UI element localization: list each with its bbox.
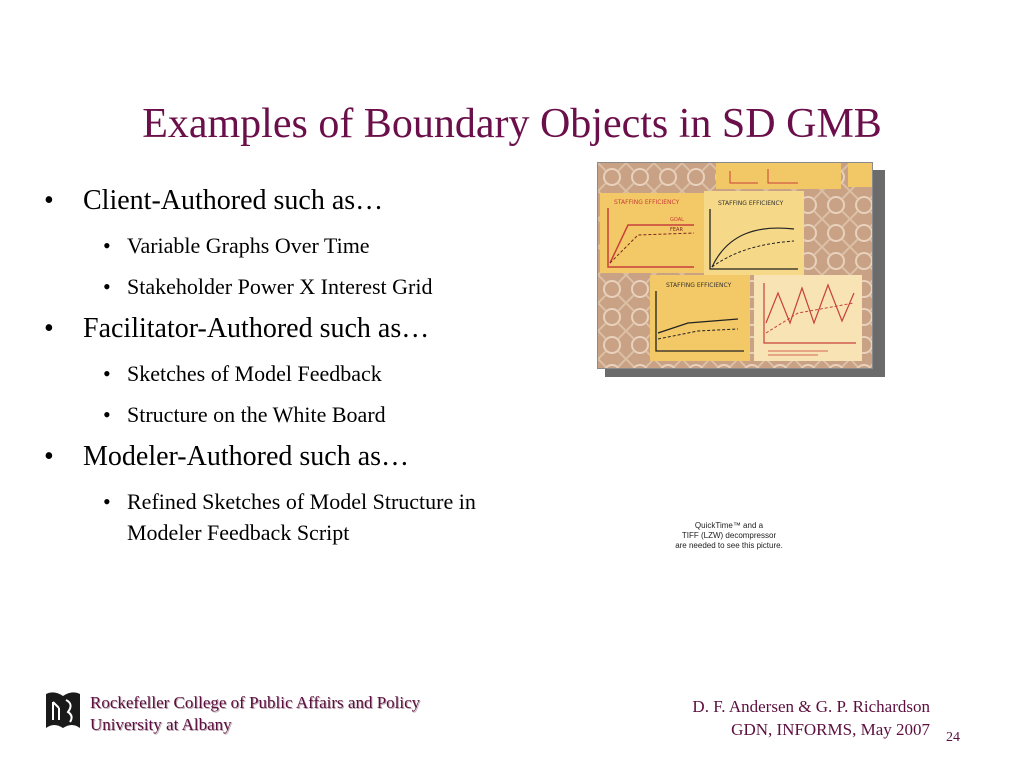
footer-event: GDN, INFORMS, May 2007: [731, 720, 930, 739]
bullet-label: Modeler-Authored such as…: [83, 441, 410, 472]
chart1-fear: FEAR: [670, 227, 683, 233]
bullet-facilitator-authored: [44, 312, 564, 346]
subbullet-dot: •: [103, 274, 111, 299]
footer-authors: [692, 695, 930, 741]
subbullet-dot: •: [103, 361, 111, 386]
bullet-client-authored: [44, 184, 564, 218]
footer-author-names: D. F. Andersen & G. P. Richardson: [692, 697, 930, 716]
boundary-objects-photo: [597, 162, 873, 369]
quicktime-line-3: are needed to see this picture.: [675, 541, 783, 550]
bullet-list: [44, 184, 564, 558]
rockefeller-logo: [44, 690, 82, 730]
subbullet-label: Sketches of Model Feedback: [127, 361, 382, 386]
sticky-note-top: [716, 163, 841, 189]
quicktime-placeholder: [664, 521, 794, 551]
subbullet-refined-sketches: [83, 486, 487, 548]
slide-title: Examples of Boundary Objects in SD GMB: [142, 101, 882, 147]
bullet-dot: •: [44, 185, 54, 216]
bullet-modeler-authored: [44, 440, 564, 474]
subbullet-label: Stakeholder Power X Interest Grid: [127, 274, 433, 299]
subbullet-dot: •: [103, 402, 111, 427]
footer-institution: [90, 692, 420, 736]
footer-college: Rockefeller College of Public Affairs and Policy: [90, 693, 421, 712]
sticky-chart-4: [754, 275, 862, 361]
footer-university: University at Albany: [90, 715, 232, 734]
subbullet-sketches-feedback: [83, 358, 564, 389]
chart2-title: STAFFING EFFICIENCY: [718, 200, 784, 207]
quicktime-line-2: TIFF (LZW) decompressor: [681, 531, 777, 540]
quicktime-line-1: QuickTime™ and a: [694, 521, 764, 530]
page-number: 24: [946, 730, 960, 745]
bullet-label: Client-Authored such as…: [83, 185, 384, 216]
chart1-goal: GOAL: [670, 217, 684, 223]
chart1-title: STAFFING EFFICIENCY: [614, 199, 680, 206]
subbullet-dot: •: [103, 233, 111, 258]
bullet-dot: •: [44, 441, 54, 472]
photo-illustration: [598, 163, 872, 368]
rockefeller-logo-icon: [44, 690, 82, 730]
subbullet-label: Structure on the White Board: [127, 402, 386, 427]
subbullet-label: Refined Sketches of Model Structure in Modeler Feedback Script: [127, 489, 476, 545]
chart3-title: STAFFING EFFICIENCY: [666, 282, 732, 289]
sticky-note-top-right: [848, 163, 872, 187]
bullet-dot: •: [44, 313, 54, 344]
subbullet-label: Variable Graphs Over Time: [127, 233, 370, 258]
subbullet-power-interest-grid: [83, 271, 564, 302]
bullet-label: Facilitator-Authored such as…: [83, 313, 430, 344]
subbullet-variable-graphs: [83, 230, 564, 261]
subbullet-structure-whiteboard: [83, 399, 564, 430]
subbullet-dot: •: [103, 489, 111, 514]
